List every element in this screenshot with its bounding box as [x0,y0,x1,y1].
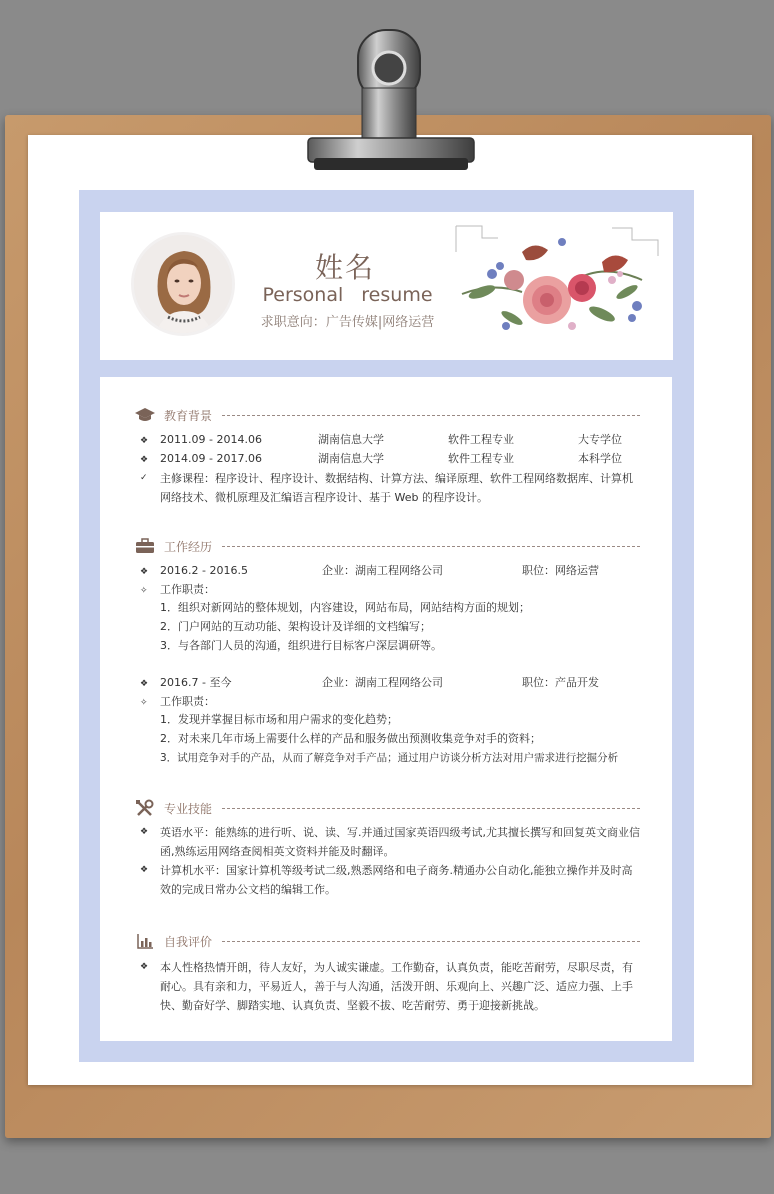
duties-label-row [140,695,215,710]
skills-section-header [134,798,640,818]
profile-photo [131,232,235,336]
floral-illustration-icon [452,222,662,350]
skill-item [140,823,640,861]
job-company: 企业：湖南工程网络公司 [322,676,443,689]
job-intent [255,311,440,330]
work-section-header [134,536,640,556]
diamond-bullet-icon: ❖ [140,679,149,689]
graduation-cap-icon [134,406,156,424]
duties-label: 工作职责： [160,583,215,596]
skill-text: 英语水平：能熟练的进行听、说、读、写.并通过国家英语四级考试,尤其擅长撰写和回复英文商业信函,熟练运用网络查阅相英文资料并能及时翻译。 [160,826,640,858]
job-intent-value: 广告传媒|网络运营 [325,315,435,330]
duty-item: 3．与各部门人员的沟通，组织进行目标客户深层调研等。 [160,639,442,652]
skill-item [140,861,640,899]
education-period: 2014.09 - 2017.06 [160,452,262,465]
section-divider [222,415,640,416]
education-entry [140,433,640,448]
work-title: 工作经历 [164,539,213,554]
duty-item: 1．组织对新网站的整体规划，内容建设，网站布局，网站结构方面的规划； [160,601,530,614]
diamond-bullet-icon: ❖ [140,567,149,577]
star-bullet-icon: ✧ [140,586,148,596]
job-period: 2016.2 - 2016.5 [160,564,248,577]
section-divider [222,546,640,547]
duties-label: 工作职责： [160,695,215,708]
diamond-bullet-icon: ❖ [140,436,149,446]
bar-chart-icon [134,932,156,950]
job-position: 职位：网络运营 [522,564,599,577]
diamond-bullet-icon: ❖ [140,865,149,875]
duties-label-row [140,583,215,598]
education-degree: 大专学位 [578,433,622,446]
job-position: 职位：产品开发 [522,676,599,689]
job-company: 企业：湖南工程网络公司 [322,564,443,577]
education-major: 软件工程专业 [448,452,514,465]
candidate-name: 姓名 [314,251,375,284]
diamond-bullet-icon: ❖ [140,827,149,837]
job-intent-label: 求职意向： [260,315,326,330]
job-period: 2016.7 - 至今 [160,676,232,689]
duty-item: 2．对未来几年市场上需要什么样的产品和服务做出预测收集竞争对手的资料； [160,732,541,745]
job-summary [140,564,640,579]
education-entry [140,452,640,467]
self-eval-paragraph [140,958,640,1015]
diamond-bullet-icon: ❖ [140,455,149,465]
education-degree: 本科学位 [578,452,622,465]
resume-english-title: Personal resume [262,284,433,306]
briefcase-icon [134,537,156,555]
courses-text: 主修课程：程序设计、程序设计、数据结构、计算方法、编译原理、软件工程网络数据库、计算机网络技术、微机原理及汇编语言程序设计、基于 Web 的程序设计。 [160,472,633,504]
binder-clip-icon [300,28,480,178]
skills-title: 专业技能 [164,801,213,816]
duty-item: 1．发现并掌握目标市场和用户需求的变化趋势； [160,713,398,726]
education-major: 软件工程专业 [448,433,514,446]
job-summary [140,676,640,691]
section-divider [222,941,640,942]
tools-icon [134,799,156,817]
section-divider [222,808,640,809]
skill-text: 计算机水平：国家计算机等级考试二级,熟悉网络和电子商务.精通办公自动化,能独立操作并及时高效的完成日常办公文档的编辑工作。 [160,864,633,896]
check-bullet-icon: ✓ [140,473,148,483]
duty-item: 2．门户网站的互动功能、架构设计及详细的文档编写； [160,620,431,633]
education-courses [140,469,640,507]
diamond-bullet-icon: ❖ [140,962,149,972]
duty-item: 3．试用竞争对手的产品，从而了解竞争对手产品；通过用户访谈分析方法对用户需求进行挖掘分析 [160,752,619,764]
self-eval-text: 本人性格热情开朗，待人友好，为人诚实谦虚。工作勤奋，认真负责，能吃苦耐劳，尽职尽责，有耐心。具有亲和力，平易近人，善于与人沟通，活泼开朗、乐观向上、兴趣广泛、适应力强、上手快、勤奋好学、脚踏实地、认真负责、坚毅不拔、吃苦耐劳、勇于迎接新挑战。 [160,961,633,1012]
star-bullet-icon: ✧ [140,698,148,708]
education-section-header [134,405,640,425]
education-period: 2011.09 - 2014.06 [160,433,262,446]
education-title: 教育背景 [164,408,213,423]
education-school: 湖南信息大学 [318,433,384,446]
education-school: 湖南信息大学 [318,452,384,465]
self-eval-section-header [134,931,640,951]
self-eval-title: 自我评价 [164,934,213,949]
